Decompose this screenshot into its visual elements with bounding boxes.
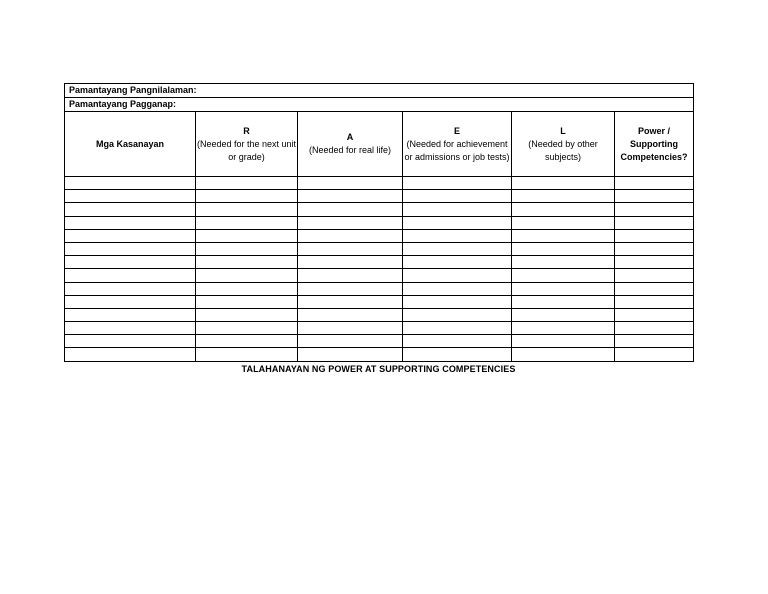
table-cell[interactable]	[615, 177, 694, 190]
table-cell[interactable]	[403, 216, 512, 229]
table-cell[interactable]	[615, 308, 694, 321]
table-cell[interactable]	[615, 335, 694, 348]
column-header-r	[196, 112, 298, 177]
content-standard-label: Pamantayang Pangnilalaman:	[69, 85, 197, 95]
table-cell[interactable]	[196, 229, 298, 242]
table-cell[interactable]	[403, 203, 512, 216]
table-cell[interactable]	[298, 308, 403, 321]
table-cell[interactable]	[512, 203, 615, 216]
table-row	[65, 348, 694, 361]
table-cell[interactable]	[403, 190, 512, 203]
table-cell[interactable]	[298, 177, 403, 190]
table-cell[interactable]	[65, 190, 196, 203]
table-row	[65, 335, 694, 348]
table-cell[interactable]	[298, 269, 403, 282]
table-cell[interactable]	[512, 335, 615, 348]
table-cell[interactable]	[196, 295, 298, 308]
table-cell[interactable]	[196, 177, 298, 190]
table-cell[interactable]	[403, 269, 512, 282]
table-cell[interactable]	[403, 348, 512, 361]
table-cell[interactable]	[65, 335, 196, 348]
table-cell[interactable]	[512, 348, 615, 361]
table-cell[interactable]	[403, 256, 512, 269]
table-cell[interactable]	[65, 229, 196, 242]
table-cell[interactable]	[298, 295, 403, 308]
column-header-e	[403, 112, 512, 177]
table-cell[interactable]	[512, 256, 615, 269]
table-cell[interactable]	[196, 308, 298, 321]
table-cell[interactable]	[403, 322, 512, 335]
table-cell[interactable]	[615, 282, 694, 295]
table-cell[interactable]	[403, 335, 512, 348]
table-cell[interactable]	[196, 348, 298, 361]
table-cell[interactable]	[298, 322, 403, 335]
table-cell[interactable]	[65, 295, 196, 308]
table-cell[interactable]	[298, 203, 403, 216]
table-cell[interactable]	[403, 177, 512, 190]
table-cell[interactable]	[65, 269, 196, 282]
column-header-skills	[65, 112, 196, 177]
table-cell[interactable]	[65, 322, 196, 335]
table-cell[interactable]	[512, 322, 615, 335]
table-cell[interactable]	[615, 216, 694, 229]
column-header-skills-label: Mga Kasanayan	[95, 138, 165, 149]
table-cell[interactable]	[65, 203, 196, 216]
table-cell[interactable]	[298, 335, 403, 348]
table-row	[65, 295, 694, 308]
performance-standard-field[interactable]	[65, 98, 694, 112]
table-cell[interactable]	[298, 256, 403, 269]
table-cell[interactable]	[615, 242, 694, 255]
table-row	[65, 308, 694, 321]
table-cell[interactable]	[298, 242, 403, 255]
table-cell[interactable]	[615, 203, 694, 216]
column-header-r-letter: R	[243, 125, 250, 136]
table-cell[interactable]	[512, 295, 615, 308]
table-cell[interactable]	[196, 322, 298, 335]
competency-table	[64, 83, 694, 362]
table-cell[interactable]	[65, 177, 196, 190]
table-cell[interactable]	[615, 256, 694, 269]
table-row	[65, 322, 694, 335]
table-cell[interactable]	[615, 269, 694, 282]
table-cell[interactable]	[298, 190, 403, 203]
table-cell[interactable]	[196, 190, 298, 203]
column-header-a-letter: A	[346, 132, 354, 142]
table-cell[interactable]	[512, 216, 615, 229]
table-row	[65, 177, 694, 190]
table-cell[interactable]	[196, 335, 298, 348]
column-header-l	[512, 112, 615, 177]
table-cell[interactable]	[615, 348, 694, 361]
column-header-power-desc: Power / Supporting Competencies?	[620, 125, 688, 162]
table-caption: TALAHANAYAN NG POWER AT SUPPORTING COMPETENCIES	[241, 363, 516, 374]
table-cell[interactable]	[512, 242, 615, 255]
table-cell[interactable]	[298, 348, 403, 361]
table-cell[interactable]	[196, 282, 298, 295]
table-cell[interactable]	[403, 242, 512, 255]
table-cell[interactable]	[512, 282, 615, 295]
table-cell[interactable]	[615, 190, 694, 203]
performance-standard-label: Pamantayang Pagganap:	[69, 99, 177, 109]
table-row	[65, 203, 694, 216]
table-cell[interactable]	[512, 177, 615, 190]
column-header-l-desc: (Needed by other subjects)	[528, 138, 598, 162]
table-row	[65, 242, 694, 255]
table-row	[65, 282, 694, 295]
column-header-a	[298, 112, 403, 177]
table-cell[interactable]	[298, 282, 403, 295]
table-cell[interactable]	[65, 216, 196, 229]
table-cell[interactable]	[403, 282, 512, 295]
column-header-power	[615, 112, 694, 177]
table-cell[interactable]	[615, 229, 694, 242]
table-cell[interactable]	[196, 203, 298, 216]
column-header-row	[65, 112, 694, 177]
table-cell[interactable]	[65, 282, 196, 295]
table-body	[65, 177, 694, 362]
table-cell[interactable]	[512, 308, 615, 321]
table-cell[interactable]	[512, 229, 615, 242]
table-cell[interactable]	[196, 216, 298, 229]
column-header-r-desc: (Needed for the next unit or grade)	[196, 138, 297, 162]
table-cell[interactable]	[65, 308, 196, 321]
column-header-e-letter: E	[453, 125, 460, 136]
table-cell[interactable]	[615, 322, 694, 335]
table-cell[interactable]	[615, 295, 694, 308]
table-row	[65, 269, 694, 282]
table-cell[interactable]	[65, 256, 196, 269]
table-row	[65, 216, 694, 229]
column-header-e-desc: (Needed for achievement or admissions or job tests)	[404, 138, 510, 162]
content-standard-field[interactable]	[65, 84, 694, 98]
table-cell[interactable]	[403, 229, 512, 242]
table-row	[65, 190, 694, 203]
table-cell[interactable]	[512, 269, 615, 282]
table-cell[interactable]	[403, 295, 512, 308]
table-cell[interactable]	[196, 269, 298, 282]
table-cell[interactable]	[196, 256, 298, 269]
table-cell[interactable]	[298, 229, 403, 242]
table-cell[interactable]	[196, 242, 298, 255]
rapl-form-sheet	[64, 83, 693, 374]
table-cell[interactable]	[65, 242, 196, 255]
table-cell[interactable]	[403, 308, 512, 321]
table-cell[interactable]	[298, 216, 403, 229]
column-header-l-letter: L	[560, 125, 566, 136]
table-row	[65, 229, 694, 242]
column-header-a-desc: (Needed for real life)	[308, 145, 392, 155]
table-cell[interactable]	[65, 348, 196, 361]
table-row	[65, 256, 694, 269]
table-cell[interactable]	[512, 190, 615, 203]
